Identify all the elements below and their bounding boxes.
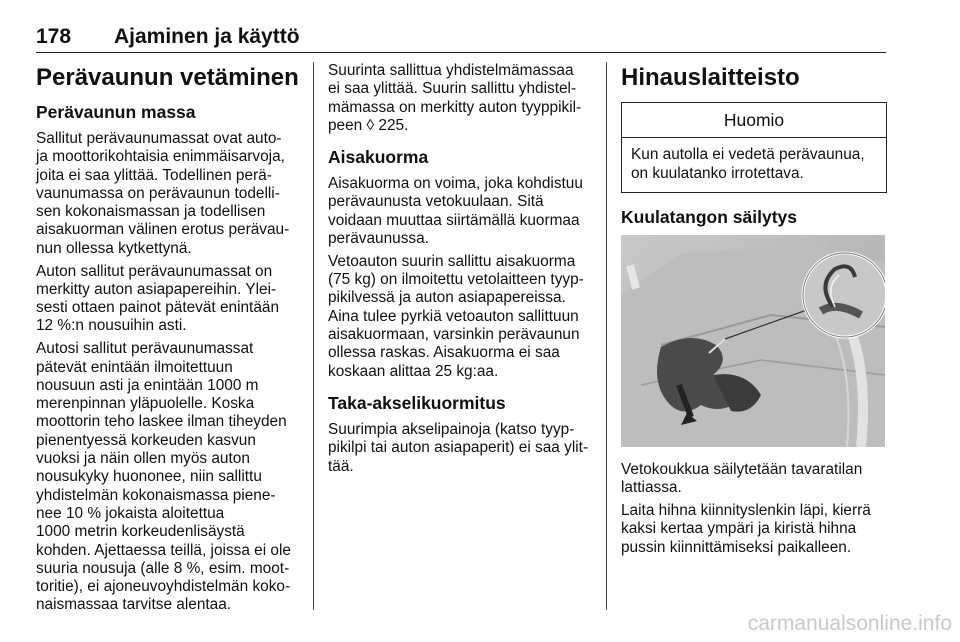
tow-bar-storage-illustration — [621, 235, 885, 447]
subsection-title: Aisakuorma — [328, 147, 429, 168]
paragraph: Suurinta sallittua yhdistelmämassaa ei saa ylittää. Suurin sallittu yhdistel- mämassa on merkitty auton tyyppikil- peen ◊ 225. — [328, 62, 582, 134]
paragraph: Aisakuorma on voima, joka kohdistuu perävaunusta vetokuulaan. Sitä voidaan muuttaa siirtämällä kuormaa perävaunussa. — [328, 175, 583, 248]
page-number: 178 — [36, 25, 72, 48]
subsection-title: Perävaunun massa — [36, 102, 196, 122]
running-title: Ajaminen ja käyttö — [114, 25, 300, 48]
column-right — [621, 62, 887, 561]
paragraph: Laita hihna kiinnityslenkin läpi, kierrä kaksi kertaa ympäri ja kiristä hihna pussin kiinnittämiseksi paikalleen. — [621, 501, 871, 556]
page-header — [36, 24, 886, 53]
notice-body: Kun autolla ei vedetä perävaunua, on kuulatanko irrotettava. — [631, 146, 865, 182]
notice-title: Huomio — [622, 103, 886, 138]
paragraph: Suurimpia akselipainoja (katso tyyp- pikilpi tai auton asiapaperit) ei saa ylit- tää. — [328, 420, 589, 475]
paragraph: Autosi sallitut perävaunumassat pätevät enintään ilmoitettuun nousuun asti ja enintään 1000 m merenpinnan yläpuolelle. Koska moottorin teho laskee ilman tiheyden pienentyessä korkeuden kasvun vuoksi ja näin ollen myös auton nousukyky huononee, niin sallittu yhdistelmän kokonaismassa piene- nee 10 % jokaista aloitettua 1000 metrin korkeudenlisäystä kohden. Ajettaessa teillä, joissa ei ole suuria nousuja (alle 8 %, esim. moot- toritie), ei ajoneuvoyhdistelmän koko- naismassaa tarvitse alentaa. — [36, 340, 291, 614]
tow-bar-storage-drawing — [621, 235, 885, 447]
notice-box — [621, 102, 887, 193]
paragraph: Vetokoukkua säilytetään tavaratilan lattiassa. — [621, 460, 863, 497]
watermark: carmanualsonline.info — [747, 612, 952, 635]
column-middle — [328, 62, 592, 480]
section-title: Perävaunun vetäminen — [36, 64, 299, 91]
paragraph: Sallitut perävaunumassat ovat auto- ja moottorikohtaisia enimmäisarvoja, joita ei saa ylittää. Todellinen perä- vaunumassa on perävaunun todelli- sen kokonaismassan ja todellisen aisakuorman välinen erotus perävau- nun ollessa kytkettynä. — [36, 130, 290, 257]
paragraph: Vetoauton suurin sallittu aisakuorma (75 kg) on ilmoitettu vetolaitteen tyyp- pikilvessä ja auton asiapapereissa. Aina tulee pyrkiä vetoauton sallittuun aisakuormaan, varsinkin perävaunun ollessa raskas. Aisakuorma ei saa koskaan alittaa 25 kg:aa. — [328, 252, 584, 380]
column-divider — [606, 62, 607, 610]
subsection-title: Taka-akselikuormitus — [328, 392, 506, 413]
subsection-title: Kuulatangon säilytys — [621, 206, 798, 227]
paragraph: Auton sallitut perävaunumassat on merkitty auton asiapapereihin. Ylei- sesti ottaen painot pätevät enintään 12 %:n nousuihin asti. — [36, 262, 280, 335]
section-title: Hinauslaitteisto — [621, 64, 800, 91]
column-divider — [313, 62, 314, 610]
column-left — [36, 62, 304, 619]
